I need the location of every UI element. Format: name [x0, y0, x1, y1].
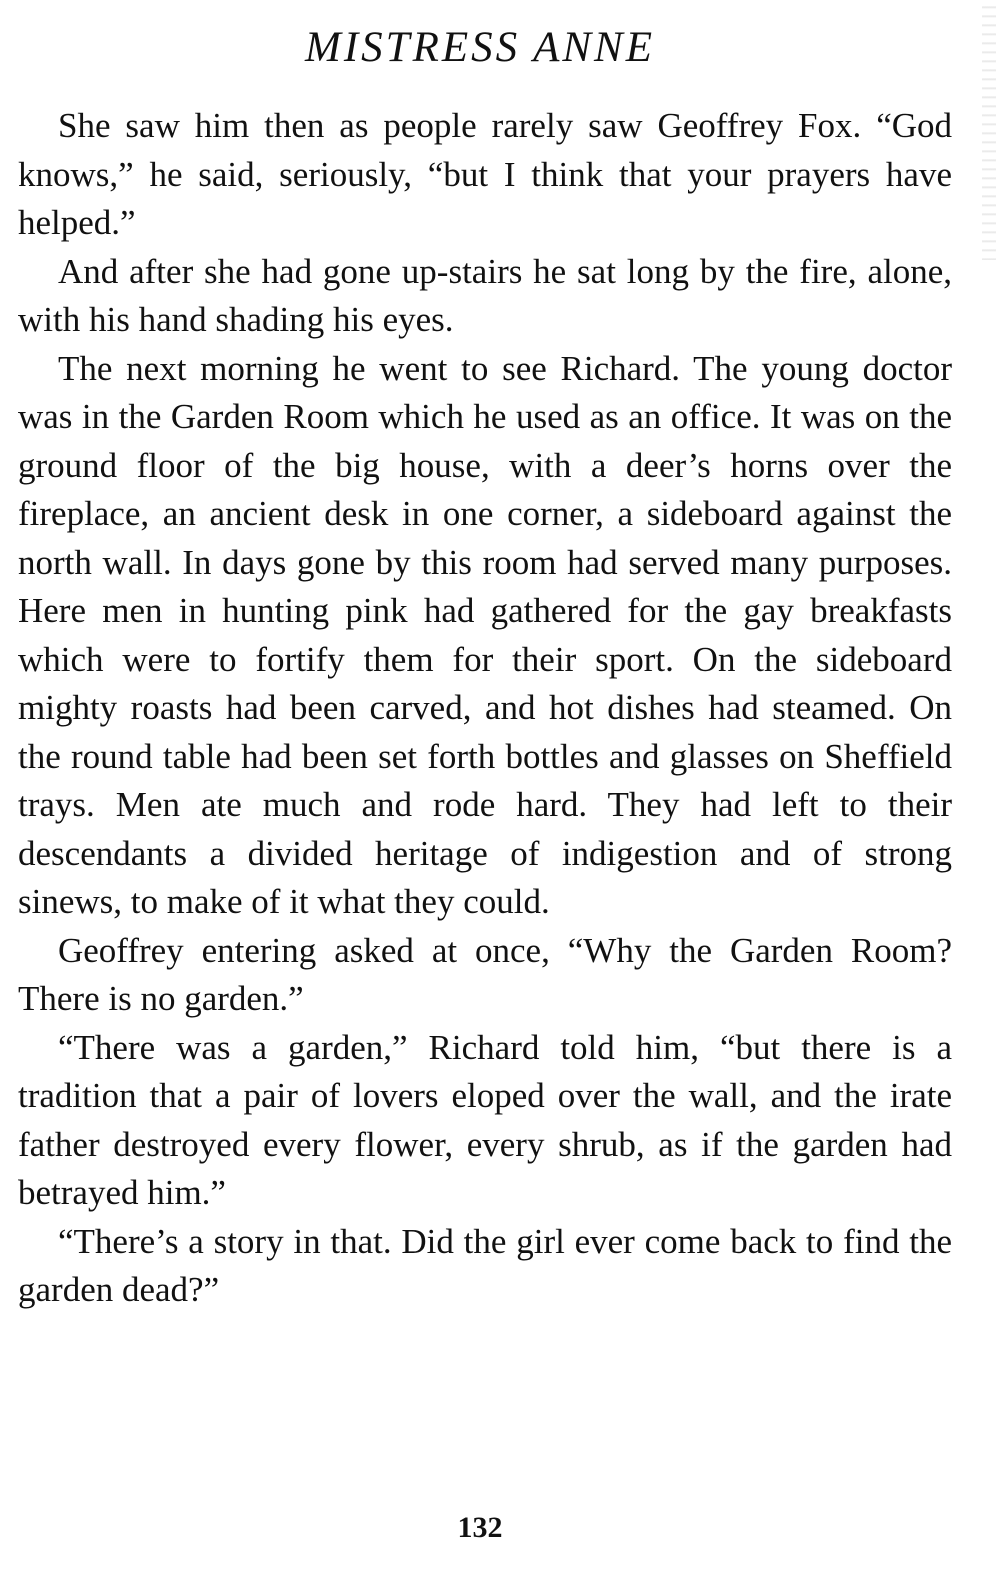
paragraph: And after she had gone up-stairs he sat long by the fire, alone, with his hand shading his eyes. [18, 251, 952, 339]
paragraph: She saw him then as people rarely saw Geoffrey Fox. “God knows,” he said, seriously, “but I think that your prayers have helped.” [18, 106, 952, 242]
page-edge-speckle [982, 0, 996, 260]
paragraph: Geoffrey entering asked at once, “Why the Garden Room? There is no garden.” [18, 930, 952, 1018]
paragraph: “There was a garden,” Richard told him, “but there is a tradition that a pair of lovers eloped over the wall, and the irate father destroyed every flower, every shrub, as if the garden had betrayed him.” [18, 1027, 952, 1212]
paragraph: The next morning he went to see Richard. The young doctor was in the Garden Room which he used as an office. It was on the ground floor of the big house, with a deer’s horns over the fireplace, an ancient desk in one corner, a sideboard against the north wall. In days gone by this room had served many purposes. Here men in hunting pink had gathered for the gay breakfasts which were to fortify them for their sport. On the sideboard mighty roasts had been carved, and hot dishes had steamed. On the round table had been set forth bottles and glasses on Sheffield trays. Men ate much and rode hard. They had left to their descendants a divided heritage of indigestion and of strong sinews, to make of it what they could. [18, 348, 952, 921]
running-head: MISTRESS ANNE [305, 24, 655, 71]
body-text [18, 102, 952, 1315]
page-number: 132 [457, 1511, 503, 1544]
paragraph: “There’s a story in that. Did the girl ever come back to find the garden dead?” [18, 1221, 952, 1309]
